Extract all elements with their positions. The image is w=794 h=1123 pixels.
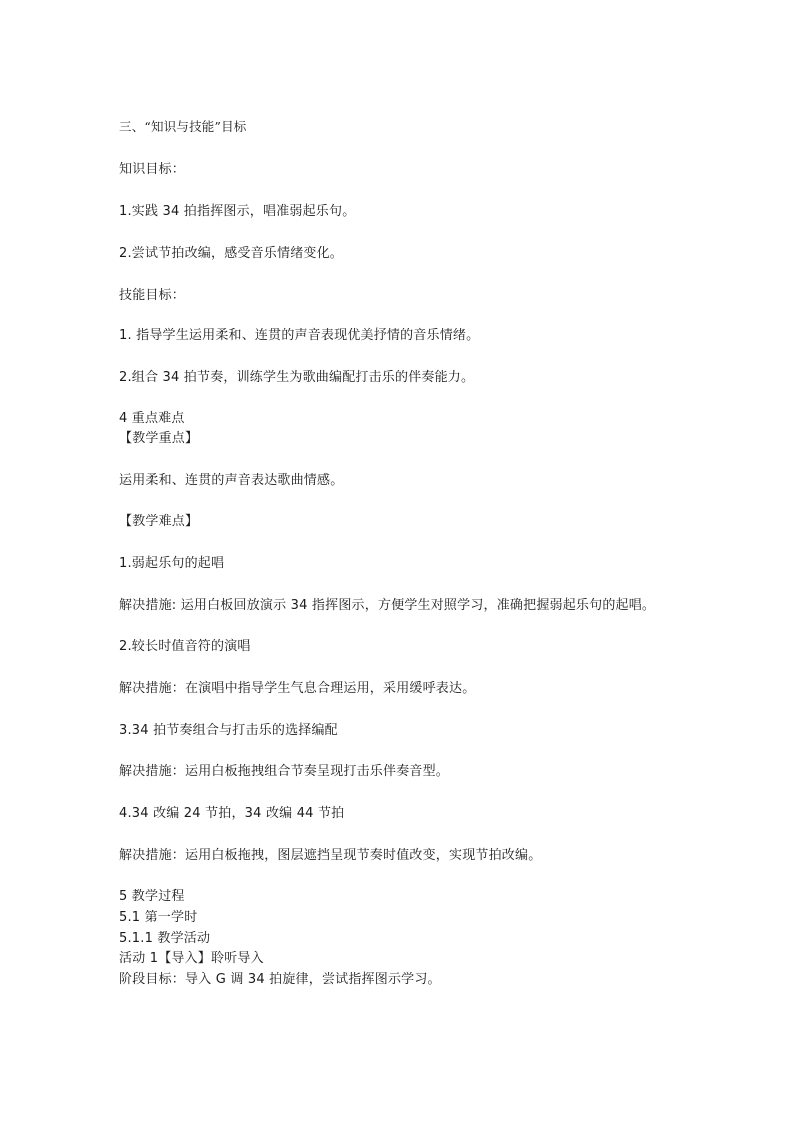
section-heading-goals: 三、“知识与技能”目标 xyxy=(119,119,247,134)
difficulty-3: 3.34 拍节奏组合与打击乐的选择编配 xyxy=(119,723,338,738)
stage-goal: 阶段目标：导入 G 调 34 拍旋律，尝试指挥图示学习。 xyxy=(119,972,441,987)
teaching-difficulty-label: 【教学难点】 xyxy=(119,514,199,529)
difficulty-2: 2.较长时值音符的演唱 xyxy=(119,639,251,654)
difficulty-1: 1.弱起乐句的起唱 xyxy=(119,556,225,571)
section-heading-key-points: 4 重点难点 xyxy=(119,411,185,426)
solution-1: 解决措施: 运用白板回放演示 34 指挥图示，方便学生对照学习，准确把握弱起乐句的起唱。 xyxy=(119,598,656,613)
solution-3: 解决措施：运用白板拖拽组合节奏呈现打击乐伴奏音型。 xyxy=(119,764,450,779)
solution-2: 解决措施：在演唱中指导学生气息合理运用，采用缓呼表达。 xyxy=(119,681,476,696)
teaching-focus-label: 【教学重点】 xyxy=(119,431,199,446)
knowledge-goal-1: 1.实践 34 拍指挥图示，唱准弱起乐句。 xyxy=(119,204,356,219)
teaching-focus-text: 运用柔和、连贯的声音表达歌曲情感。 xyxy=(119,473,344,488)
skill-goal-2: 2.组合 34 拍节奏，训练学生为歌曲编配打击乐的伴奏能力。 xyxy=(119,370,475,385)
solution-4: 解决措施：运用白板拖拽，图层遮挡呈现节奏时值改变，实现节拍改编。 xyxy=(119,848,542,863)
section-heading-process: 5 教学过程 xyxy=(119,889,185,904)
difficulty-4: 4.34 改编 24 节拍，34 改编 44 节拍 xyxy=(119,806,345,821)
subsection-teaching-activities: 5.1.1 教学活动 xyxy=(119,931,211,946)
activity-1-title: 活动 1【导入】聆听导入 xyxy=(119,951,264,966)
knowledge-goals-label: 知识目标： xyxy=(119,162,186,177)
knowledge-goal-2: 2.尝试节拍改编，感受音乐情绪变化。 xyxy=(119,246,344,261)
subsection-first-lesson: 5.1 第一学时 xyxy=(119,910,198,925)
skill-goals-label: 技能目标： xyxy=(119,288,186,303)
skill-goal-1: 1. 指导学生运用柔和、连贯的声音表现优美抒情的音乐情绪。 xyxy=(119,328,480,343)
